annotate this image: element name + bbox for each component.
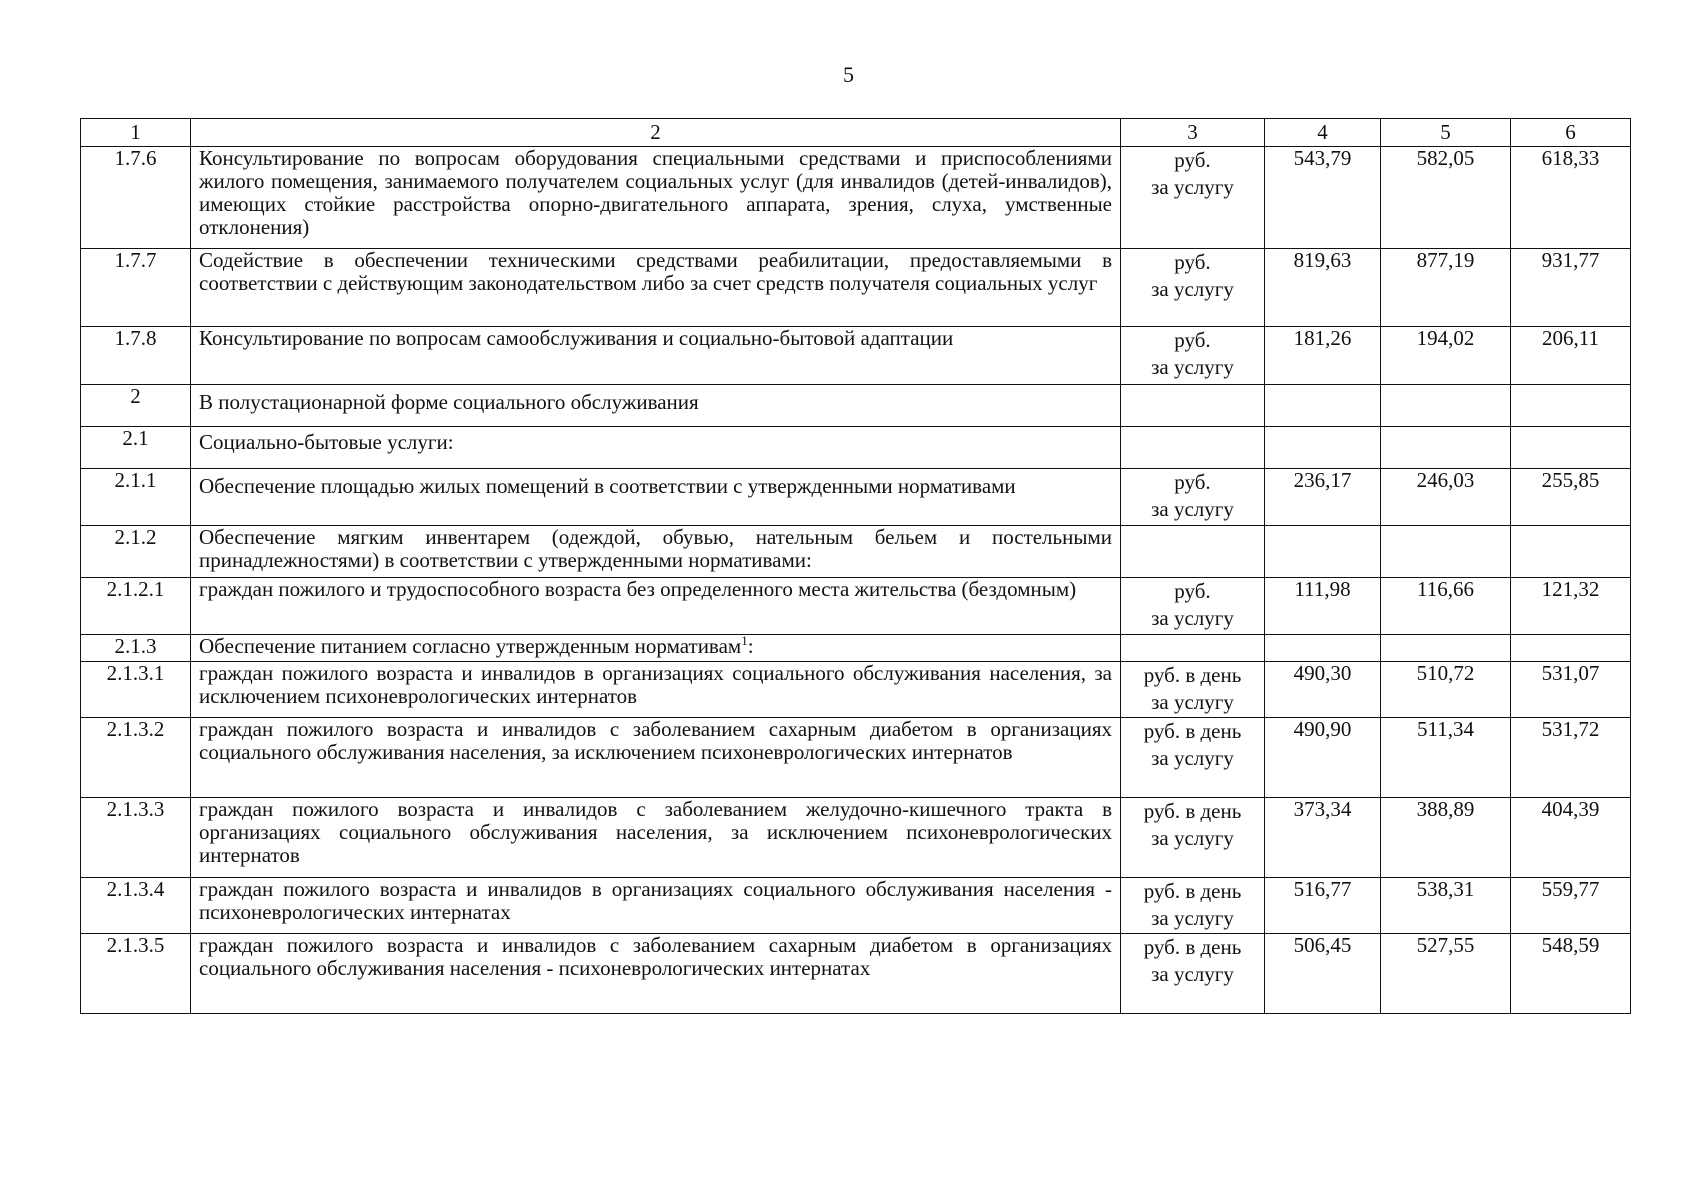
row-number: 2.1.3.1 (81, 662, 191, 718)
table-row (81, 147, 1631, 249)
unit-label-per-service: за услугу (1151, 906, 1234, 930)
service-name-text: Обеспечение питанием согласно утвержденным нормативам (199, 634, 742, 658)
unit-label-per-service: за услугу (1151, 690, 1234, 714)
price-col-4: 490,30 (1265, 662, 1381, 718)
unit-label: руб. (1174, 148, 1211, 172)
row-number: 1.7.7 (81, 249, 191, 327)
price-col-6 (1511, 635, 1631, 662)
unit-label: руб. (1174, 579, 1211, 603)
table-row (81, 662, 1631, 718)
unit-cell (1121, 934, 1265, 1014)
row-number: 2.1.3.4 (81, 878, 191, 934)
section-row (81, 427, 1631, 469)
unit-label-per-service: за услугу (1151, 606, 1234, 630)
price-col-4: 490,90 (1265, 718, 1381, 798)
price-col-5: 582,05 (1381, 147, 1511, 249)
unit-cell (1121, 798, 1265, 878)
row-number: 2.1 (81, 427, 191, 469)
row-number: 2.1.3.5 (81, 934, 191, 1014)
price-col-6 (1511, 526, 1631, 578)
row-number: 2.1.1 (81, 469, 191, 526)
service-name: Обеспечение площадью жилых помещений в соответствии с утвержденными нормативами (191, 469, 1121, 526)
row-number: 2.1.3.2 (81, 718, 191, 798)
service-name (191, 635, 1121, 662)
row-number: 2 (81, 385, 191, 427)
price-col-6: 531,07 (1511, 662, 1631, 718)
column-number-header-row (81, 119, 1631, 147)
unit-cell (1121, 878, 1265, 934)
price-col-6: 121,32 (1511, 578, 1631, 635)
page-number: 5 (843, 62, 854, 87)
column-header-3: 3 (1121, 119, 1265, 147)
price-col-4: 111,98 (1265, 578, 1381, 635)
column-header-6: 6 (1511, 119, 1631, 147)
price-col-4 (1265, 526, 1381, 578)
table-row (81, 934, 1631, 1014)
service-name: граждан пожилого возраста и инвалидов с заболеванием желудочно-кишечного тракта в организациях социального обслуживания населения, за исключением психоневрологических интернатов (191, 798, 1121, 878)
price-col-6: 548,59 (1511, 934, 1631, 1014)
unit-label: руб. (1174, 250, 1211, 274)
unit-label: руб. в день (1143, 663, 1242, 687)
unit-cell (1121, 147, 1265, 249)
unit-label: руб. (1174, 470, 1211, 494)
service-name: граждан пожилого и трудоспособного возраста без определенного места жительства (бездомным) (191, 578, 1121, 635)
price-col-5: 511,34 (1381, 718, 1511, 798)
column-header-2: 2 (191, 119, 1121, 147)
unit-cell (1121, 327, 1265, 385)
unit-label-per-service: за услугу (1151, 355, 1234, 379)
column-header-4: 4 (1265, 119, 1381, 147)
service-name: Консультирование по вопросам самообслуживания и социально-бытовой адаптации (191, 327, 1121, 385)
price-col-5: 877,19 (1381, 249, 1511, 327)
price-col-4: 506,45 (1265, 934, 1381, 1014)
service-name: Консультирование по вопросам оборудования специальными средствами и приспособлениями жилого помещения, занимаемого получателем социальных услуг (для инвалидов (детей-инвалидов), имеющих стойкие расстройства опорно-двигательного аппарата, зрения, слуха, умственные отклонения) (191, 147, 1121, 249)
footnote-marker: 1 (741, 633, 748, 648)
unit-label-per-service: за услугу (1151, 277, 1234, 301)
service-name-suffix: : (747, 634, 754, 658)
price-col-4: 819,63 (1265, 249, 1381, 327)
table-row (81, 327, 1631, 385)
unit-label-per-service: за услугу (1151, 497, 1234, 521)
unit-label: руб. (1174, 328, 1211, 352)
row-number: 2.1.3 (81, 635, 191, 662)
section-row (81, 635, 1631, 662)
price-col-5: 246,03 (1381, 469, 1511, 526)
price-col-5 (1381, 427, 1511, 469)
price-col-6: 404,39 (1511, 798, 1631, 878)
unit-label: руб. в день (1143, 719, 1242, 743)
table-row (81, 798, 1631, 878)
table-row (81, 718, 1631, 798)
price-col-4 (1265, 385, 1381, 427)
price-col-5: 388,89 (1381, 798, 1511, 878)
price-col-5: 510,72 (1381, 662, 1511, 718)
price-col-5: 116,66 (1381, 578, 1511, 635)
price-col-4: 543,79 (1265, 147, 1381, 249)
unit-label: руб. в день (1143, 935, 1242, 959)
row-number: 1.7.8 (81, 327, 191, 385)
unit-label: руб. в день (1143, 879, 1242, 903)
section-title: Социально-бытовые услуги: (191, 427, 1121, 469)
price-col-6: 618,33 (1511, 147, 1631, 249)
unit-label-per-service: за услугу (1151, 746, 1234, 770)
price-col-4: 373,34 (1265, 798, 1381, 878)
unit-label: руб. в день (1143, 799, 1242, 823)
unit-label-per-service: за услугу (1151, 826, 1234, 850)
price-col-5 (1381, 526, 1511, 578)
row-number: 2.1.2.1 (81, 578, 191, 635)
unit-cell (1121, 662, 1265, 718)
service-name: Обеспечение мягким инвентарем (одеждой, обувью, нательным бельем и постельными принадлежностями) в соответствии с утвержденными нормативами: (191, 526, 1121, 578)
service-name: граждан пожилого возраста и инвалидов с заболеванием сахарным диабетом в организациях социального обслуживания населения, за исключением психоневрологических интернатов (191, 718, 1121, 798)
price-col-4: 236,17 (1265, 469, 1381, 526)
unit-label-per-service: за услугу (1151, 962, 1234, 986)
table-row (81, 469, 1631, 526)
price-col-6: 931,77 (1511, 249, 1631, 327)
unit-cell (1121, 469, 1265, 526)
unit-cell (1121, 635, 1265, 662)
unit-cell (1121, 427, 1265, 469)
unit-cell (1121, 718, 1265, 798)
price-col-5 (1381, 635, 1511, 662)
price-col-6: 255,85 (1511, 469, 1631, 526)
price-col-5: 538,31 (1381, 878, 1511, 934)
service-name: граждан пожилого возраста и инвалидов в организациях социального обслуживания населения, за исключением психоневрологических интернатов (191, 662, 1121, 718)
price-col-4 (1265, 635, 1381, 662)
price-col-6: 206,11 (1511, 327, 1631, 385)
table-row (81, 878, 1631, 934)
price-col-5: 527,55 (1381, 934, 1511, 1014)
table-row (81, 578, 1631, 635)
price-col-6: 531,72 (1511, 718, 1631, 798)
price-col-6 (1511, 385, 1631, 427)
unit-label-per-service: за услугу (1151, 175, 1234, 199)
price-col-4: 181,26 (1265, 327, 1381, 385)
tariff-table (80, 118, 1631, 1014)
price-col-4 (1265, 427, 1381, 469)
section-row (81, 526, 1631, 578)
service-name: Содействие в обеспечении техническими средствами реабилитации, предоставляемыми в соответствии с действующим законодательством либо за счет средств получателя социальных услуг (191, 249, 1121, 327)
unit-cell (1121, 249, 1265, 327)
row-number: 2.1.3.3 (81, 798, 191, 878)
price-col-4: 516,77 (1265, 878, 1381, 934)
column-header-1: 1 (81, 119, 191, 147)
unit-cell (1121, 526, 1265, 578)
price-col-6: 559,77 (1511, 878, 1631, 934)
section-title: В полустационарной форме социального обслуживания (191, 385, 1121, 427)
section-row (81, 385, 1631, 427)
price-col-6 (1511, 427, 1631, 469)
unit-cell (1121, 578, 1265, 635)
service-name: граждан пожилого возраста и инвалидов с заболеванием сахарным диабетом в организациях социального обслуживания населения - психоневрологических интернатах (191, 934, 1121, 1014)
price-col-5 (1381, 385, 1511, 427)
unit-cell (1121, 385, 1265, 427)
column-header-5: 5 (1381, 119, 1511, 147)
table-row (81, 249, 1631, 327)
row-number: 2.1.2 (81, 526, 191, 578)
price-col-5: 194,02 (1381, 327, 1511, 385)
service-name: граждан пожилого возраста и инвалидов в организациях социального обслуживания населения - психоневрологических интернатах (191, 878, 1121, 934)
row-number: 1.7.6 (81, 147, 191, 249)
